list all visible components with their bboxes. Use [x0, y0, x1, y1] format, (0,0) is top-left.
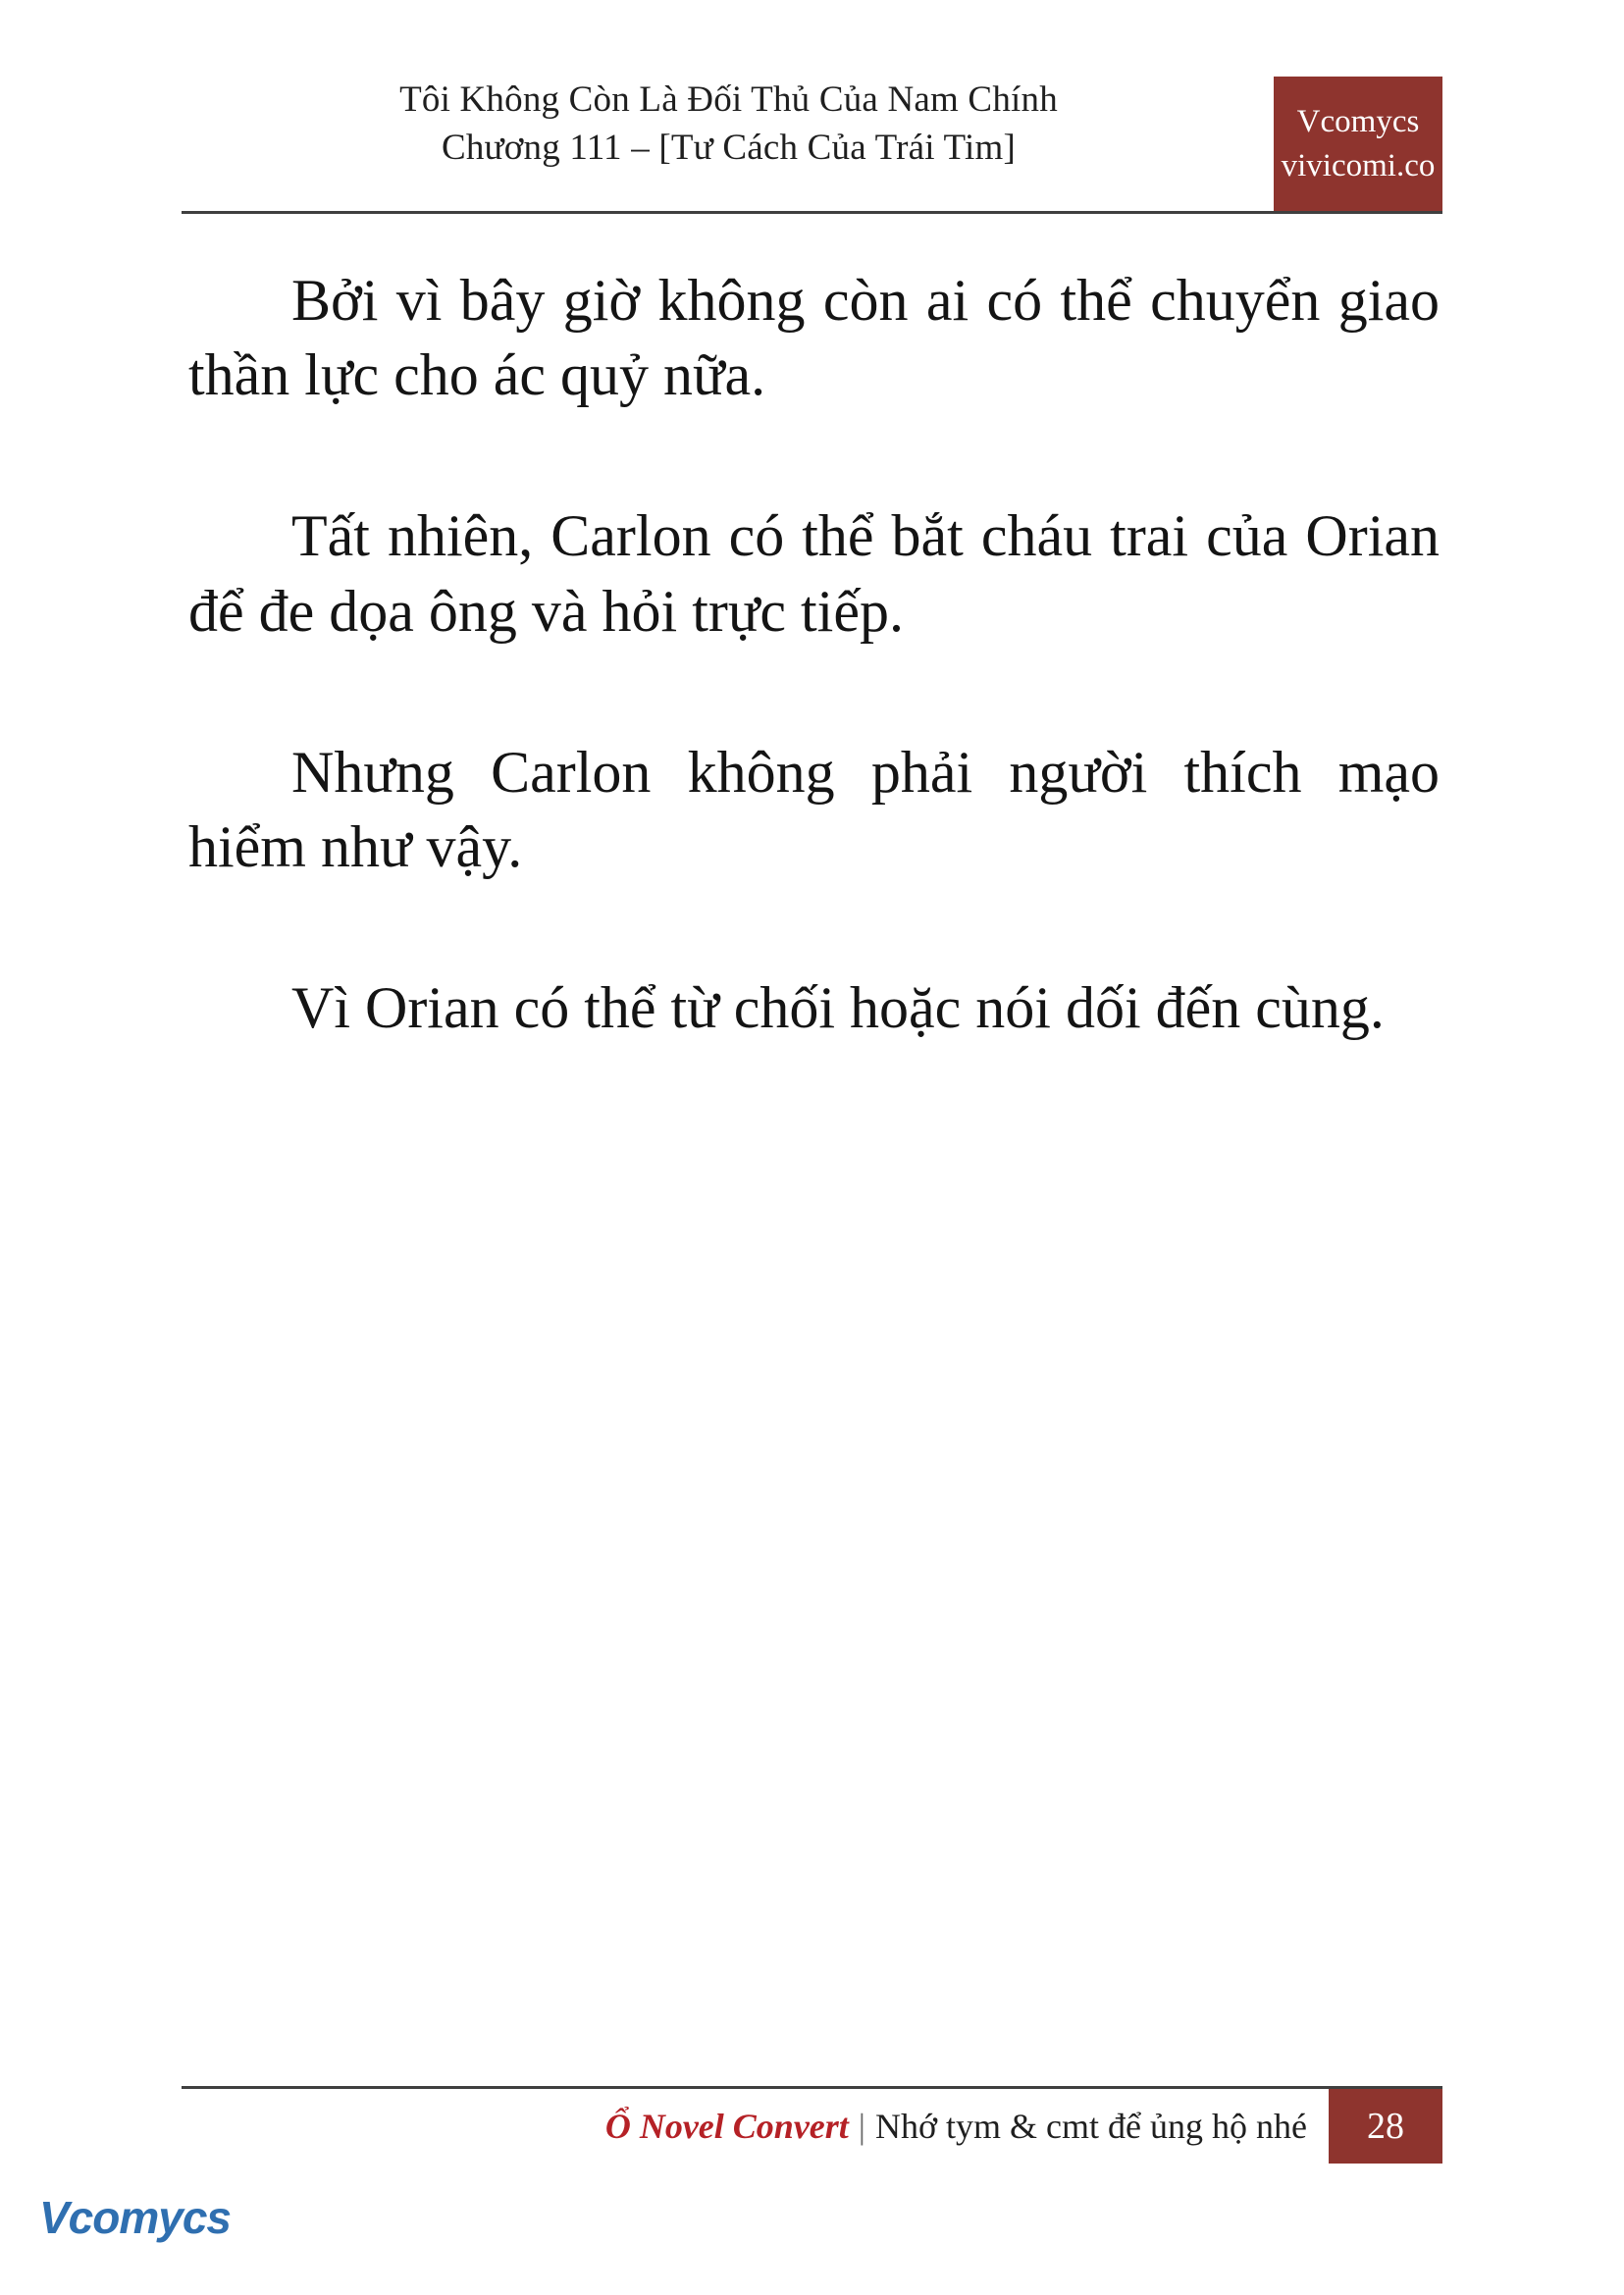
header-divider [182, 211, 1442, 214]
footer-content [182, 2089, 1442, 2164]
paragraph: Bởi vì bây giờ không còn ai có thể chuyển giao thần lực cho ác quỷ nữa. [188, 268, 1440, 408]
footer-separator: | [858, 2107, 866, 2146]
paragraph: Vì Orian có thể từ chối hoặc nói dối đến cùng. [291, 975, 1385, 1041]
header-title [182, 77, 1276, 173]
header-title-line-1: Tôi Không Còn Là Đối Thủ Của Nam Chính [399, 79, 1058, 120]
page-body [188, 263, 1440, 1045]
watermark-text: Vcomycs [39, 2192, 232, 2243]
site-badge [1274, 77, 1442, 211]
footer-brand: Ổ Novel Convert [604, 2107, 849, 2146]
watermark-logo [39, 2180, 245, 2255]
paragraph: Nhưng Carlon không phải người thích mạo hiểm như vậy. [188, 739, 1440, 879]
page-number: 28 [1329, 2089, 1442, 2164]
paragraph: Tất nhiên, Carlon có thể bắt cháu trai của Orian để đe dọa ông và hỏi trực tiếp. [188, 503, 1440, 644]
page-header [182, 77, 1442, 214]
site-badge-name: Vcomycs [1296, 103, 1420, 139]
site-badge-url: vivicomi.co [1281, 147, 1436, 183]
header-title-line-2: Chương 111 – [Tư Cách Của Trái Tim] [441, 127, 1017, 168]
footer-note: Nhớ tym & cmt để ủng hộ nhé [875, 2107, 1307, 2146]
footer-credit [605, 2106, 1329, 2147]
page-footer [182, 2086, 1442, 2168]
